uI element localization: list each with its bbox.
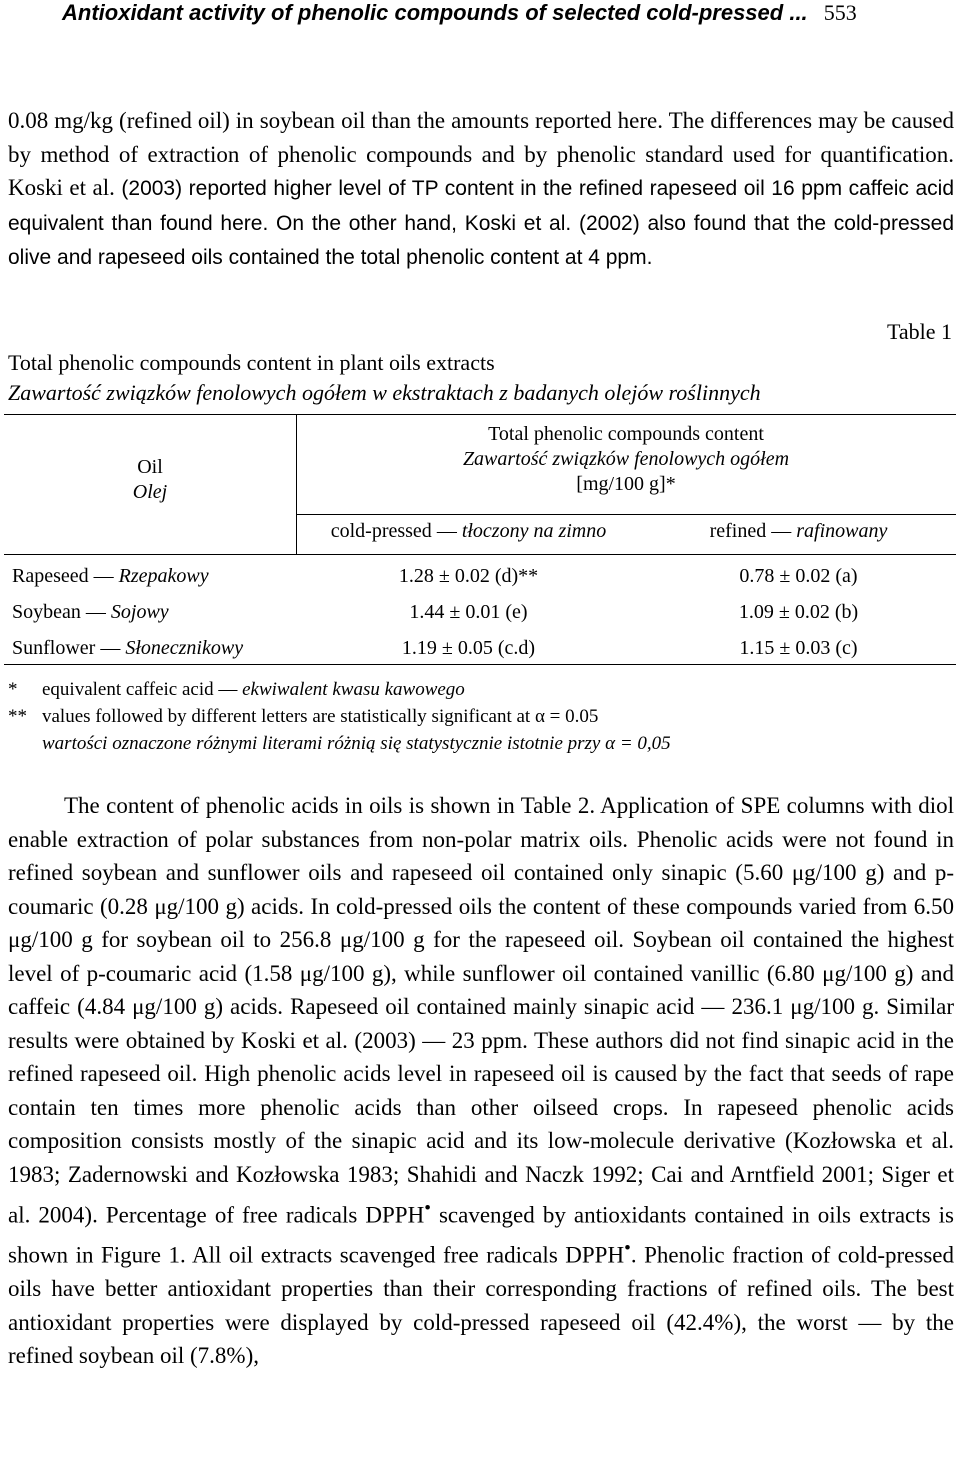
column-header-unit: [mg/100 g]*	[576, 473, 676, 495]
paragraph-2-text-a: The content of phenolic acids in oils is shown in Table 2. Application of SPE columns with diol enable extraction of polar substances from non-polar matrix oils. Phenolic acids were not found in refined soybean and sunflower oils and rapeseed oil contained only sinapic (5.60 μg/100 g) and p-coumaric (0.28 μg/100 g) acids. In cold-pressed oils the content of these compounds varied from 6.50 μg/100 g for soybean oil to 256.8 μg/100 g for the rapeseed oil. Soybean oil contained the highest level of p-coumaric acid (1.58 μg/100 g), while sunflower oil contained vanillic (6.80 μg/100 g) and caffeic (4.84 μg/100 g) acids. Rapeseed oil contained mainly sinapic acid — 236.1 μg/100 g. Similar results were obtained by Koski et al. (2003) — 23 ppm. These authors did not find sinapic acid in the refined rapeseed oil. High phenolic acids level in rapeseed oil is caused by the fact that seeds of rape contain ten times more phenolic acids than other oilseed crops. In rapeseed phenolic acids composition consists mostly of the sinapic acid and its low-molecule derivative (Kozłowska et al. 1983; Zadernowski and Kozłowska 1983; Shahidi and Naczk 1992; Cai and Arntfield 2001; Siger et al. 2004). Percentage of free radicals DPPH	[8, 793, 954, 1228]
table-label: Table 1	[886, 319, 952, 344]
running-header	[62, 0, 952, 28]
column-header-refined	[641, 519, 956, 544]
sub-ref-pl: rafinowany	[796, 520, 888, 542]
footnote-2-mark: **	[8, 706, 27, 727]
footnote-2-en: values followed by different letters are statistically significant at α = 0.05	[42, 706, 599, 727]
row-name-pl: Słonecznikowy	[125, 637, 244, 659]
column-header-oil-pl: Olej	[132, 481, 168, 503]
paragraph-2-text-b: scavenged by antioxidants contained in oils extracts is shown in Figure 1. All oil extracts scavenged free radicals DPPH	[8, 1202, 954, 1268]
dash: —	[213, 679, 243, 700]
table-subheader-rule	[296, 514, 956, 515]
footnote-2	[8, 704, 598, 730]
radical-dot: •	[624, 1237, 631, 1259]
dash: —	[88, 565, 119, 587]
footnote-1-mark: *	[8, 679, 18, 700]
table-row-sunflower-name	[12, 636, 292, 661]
column-header-cold-pressed	[296, 519, 641, 544]
paragraph-1-text-a: 0.08 mg/kg (refined oil) in soybean oil than the amounts reported here. The differences may be caused by method of extraction of phenolic compounds and by phenolic standard used for quantification. Koski et al.	[8, 108, 954, 201]
footnote-1-pl: ekwiwalent kwasu kawowego	[242, 679, 465, 700]
column-header-total-phenolics	[296, 422, 956, 497]
footnote-2-pl: wartości oznaczone różnymi literami różnią się statystycznie istotnie przy α = 0,05	[42, 733, 671, 754]
row-name-pl: Rzepakowy	[118, 565, 209, 587]
table-cell-sunflower-cold: 1.19 ± 0.05 (c.d)	[401, 637, 536, 659]
sub-ref-en: refined	[709, 520, 767, 542]
paragraph-1	[8, 104, 954, 275]
footnote-1-en: equivalent caffeic acid	[42, 679, 214, 700]
footnote-1	[8, 677, 465, 703]
paragraph-2	[8, 789, 954, 1373]
dash: —	[95, 637, 126, 659]
table-caption	[8, 348, 954, 408]
radical-dot: •	[424, 1197, 431, 1219]
row-name-pl: Sojowy	[110, 601, 169, 623]
column-header-oil	[4, 455, 296, 505]
dash: —	[431, 520, 462, 542]
sub-cold-pl: tłoczony na zimno	[461, 520, 607, 542]
column-header-oil-en: Oil	[137, 456, 163, 478]
paragraph-2-text-c: . Phenolic fraction of cold-pressed oils have better antioxidant properties than their corresponding fractions of refined oils. The best antioxidant properties were displayed by cold-pressed rapeseed oil (42.4%), the worst — by the refined soybean oil (7.8%),	[8, 1242, 954, 1369]
table-row-soybean-name	[12, 600, 292, 625]
page-number: 553	[823, 0, 857, 25]
row-name-en: Soybean	[12, 601, 81, 623]
table-caption-en: Total phenolic compounds content in plant oils extracts	[8, 350, 495, 375]
table-caption-pl: Zawartość związków fenolowych ogółem w ekstraktach z badanych olejów roślinnych	[8, 380, 761, 405]
row-name-en: Sunflower	[12, 637, 96, 659]
table-header-rule	[4, 554, 956, 555]
row-name-en: Rapeseed	[12, 565, 89, 587]
table-top-rule	[4, 414, 956, 415]
table-cell-soybean-cold: 1.44 ± 0.01 (e)	[409, 601, 528, 623]
dash: —	[766, 520, 797, 542]
sub-cold-en: cold-pressed	[330, 520, 432, 542]
dash: —	[80, 601, 111, 623]
running-title: Antioxidant activity of phenolic compounds of selected cold-pressed ...	[62, 0, 808, 25]
paragraph-1-text-b: (2003) reported higher level of TP content in the refined rapeseed oil 16 ppm caffeic acid equivalent than found here. On the other hand, Koski et al. (2002) also found that the cold-pressed olive and rapeseed oils contained the total phenolic content at 4 ppm.	[8, 177, 955, 270]
table-cell-soybean-refined: 1.09 ± 0.02 (b)	[738, 601, 859, 623]
table-cell-rapeseed-cold: 1.28 ± 0.02 (d)**	[398, 565, 539, 587]
table-cell-sunflower-refined: 1.15 ± 0.03 (c)	[739, 637, 858, 659]
table-cell-rapeseed-refined: 0.78 ± 0.02 (a)	[739, 565, 858, 587]
column-header-tpc-en: Total phenolic compounds content	[488, 423, 764, 445]
table-row-rapeseed-name	[12, 564, 292, 589]
column-header-tpc-pl: Zawartość związków fenolowych ogółem	[462, 448, 790, 470]
table-bottom-rule	[4, 664, 956, 665]
